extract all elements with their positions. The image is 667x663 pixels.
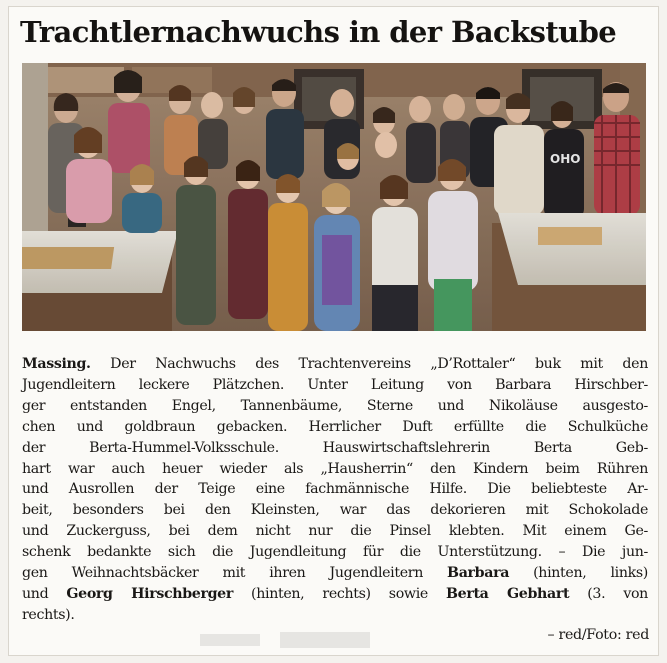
- text-run: chen und goldbraun gebacken. Herrlicher Duft erfüllte die Schulküche: [22, 418, 648, 435]
- headline: Trachtlernachwuchs in der Backstube: [20, 15, 617, 49]
- text-run: (hinten, links): [509, 565, 648, 582]
- bold-name: Berta Gebhart: [446, 585, 570, 602]
- body-line: [22, 563, 648, 584]
- body-line: [22, 438, 648, 459]
- body-line: [22, 375, 648, 396]
- body-line: [22, 354, 648, 375]
- text-run: beit, besonders bei den Kleinsten, war das dekorieren mit Schokolade: [22, 502, 648, 519]
- text-run: Jugendleitern leckere Plätzchen. Unter Leitung von Barbara Hirschber-: [22, 376, 648, 393]
- text-run: hart war auch heuer wieder als „Hausherrin“ den Kindern beim Rühren: [22, 460, 648, 477]
- text-run: der Berta-Hummel-Volksschule. Hauswirtschaftslehrerin Berta Geb-: [22, 439, 648, 456]
- body-line: [22, 521, 648, 542]
- text-run: (3. von: [569, 585, 648, 602]
- text-run: schenk bedankte sich die Jugendleitung für die Unterstützung. – Die jun-: [22, 544, 648, 561]
- article-body: [22, 354, 648, 626]
- bold-name: Massing.: [22, 356, 91, 372]
- body-line: [22, 542, 648, 563]
- show-through-print: [200, 630, 440, 650]
- group-photo: [22, 63, 646, 331]
- text-run: ger entstanden Engel, Tannenbäume, Sterne und Nikoläuse ausgesto-: [22, 397, 648, 414]
- photo-credit: – red/Foto: red: [547, 627, 649, 643]
- text-run: Der Nachwuchs des Trachtenvereins „D’Rottaler“ buk mit den: [90, 356, 648, 372]
- text-run: rechts).: [22, 606, 75, 623]
- bold-name: Barbara: [447, 565, 510, 582]
- body-line: [22, 459, 648, 480]
- body-line: [22, 417, 648, 438]
- body-line: [22, 479, 648, 500]
- body-line: [22, 584, 648, 605]
- text-run: und Ausrollen der Teige eine fachmännische Hilfe. Die beliebteste Ar-: [22, 481, 648, 498]
- body-line: [22, 396, 648, 417]
- text-run: gen Weihnachtsbäcker mit ihren Jugendleitern: [22, 565, 448, 582]
- text-run: und: [22, 585, 67, 602]
- shirt-text: OHO: [550, 152, 581, 166]
- body-line: [22, 605, 648, 626]
- photo-illustration: [22, 63, 646, 331]
- text-run: und Zuckerguss, bei dem nicht nur die Pinsel klebten. Mit einem Ge-: [22, 523, 648, 540]
- bold-name: Georg Hirschberger: [66, 585, 233, 602]
- text-run: (hinten, rechts) sowie: [232, 585, 447, 602]
- body-line: [22, 500, 648, 521]
